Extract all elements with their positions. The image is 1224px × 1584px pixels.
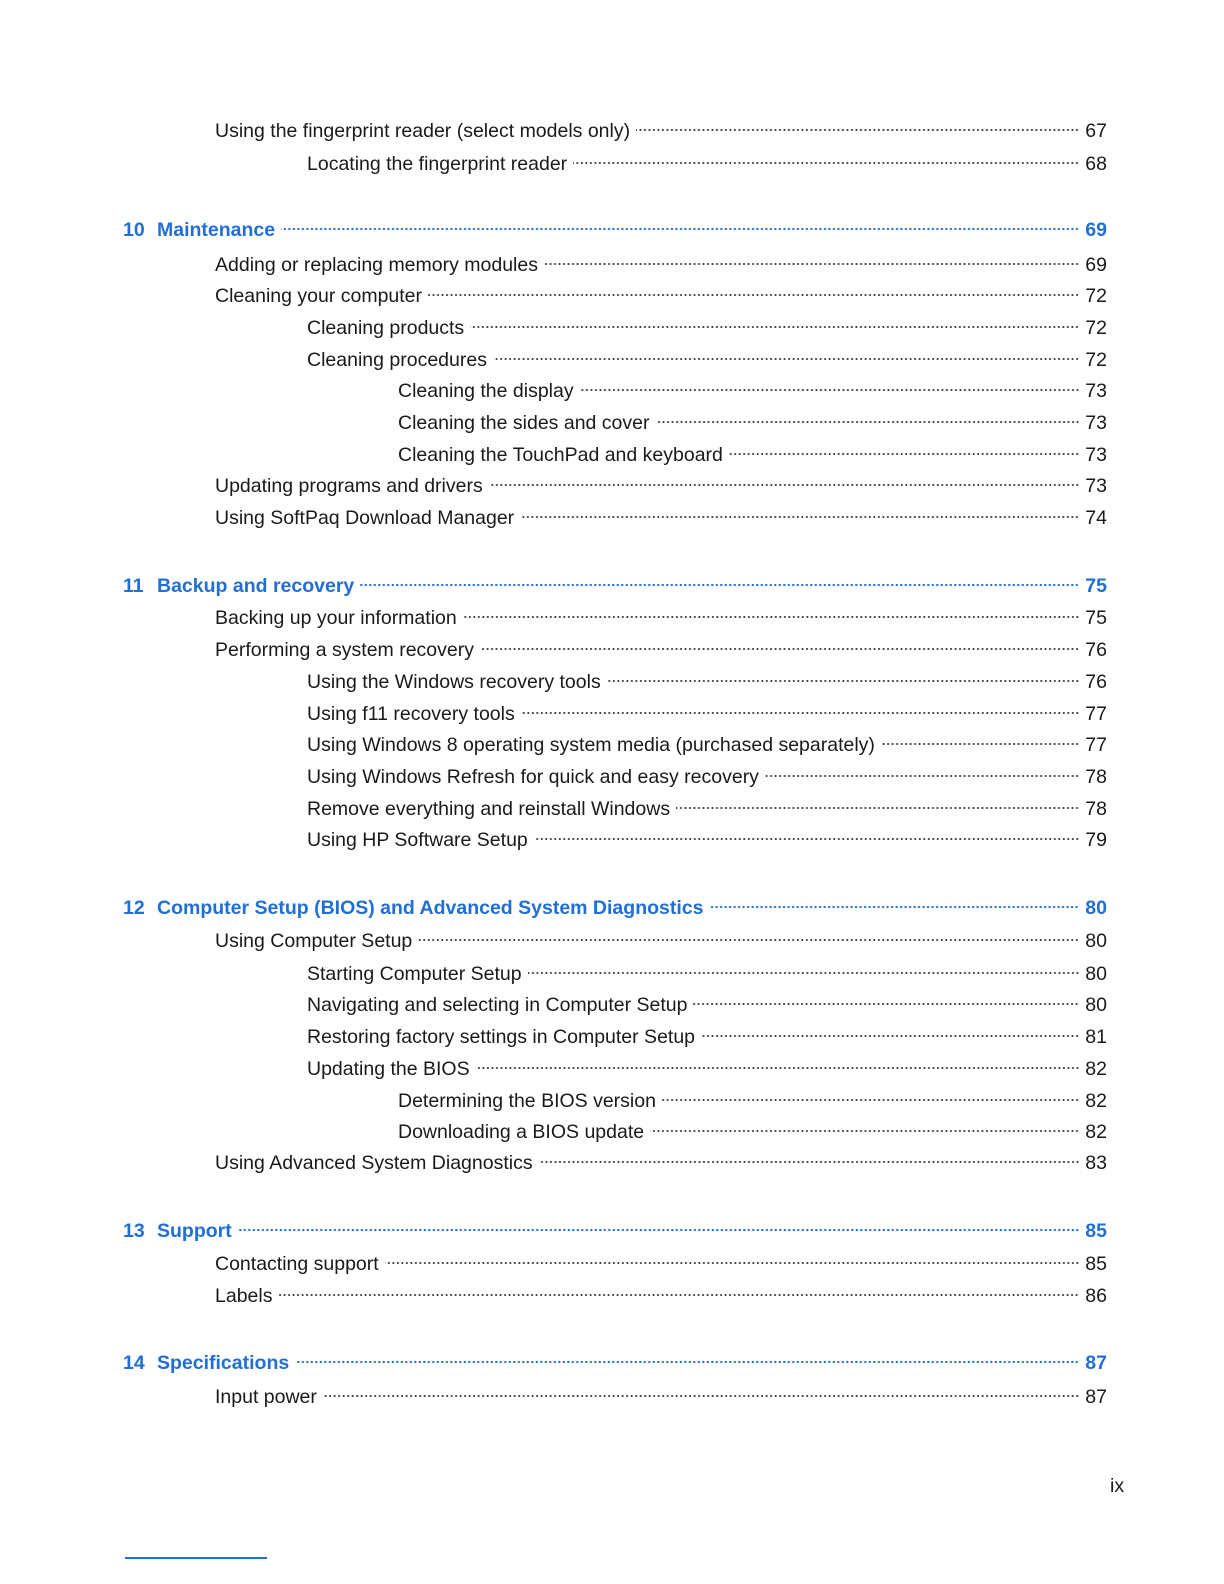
dot-leader	[729, 452, 1079, 456]
dot-leader	[693, 1002, 1079, 1006]
toc-entry[interactable]	[215, 927, 1107, 955]
dot-leader	[662, 1098, 1079, 1102]
toc-row	[0, 668, 1224, 696]
chapter-number: 10	[123, 219, 145, 241]
chapter-number: 11	[123, 575, 144, 597]
toc-row	[0, 251, 1224, 279]
toc-entry-title: Locating the fingerprint reader	[307, 153, 568, 175]
toc-entry-page: 79	[1085, 829, 1107, 851]
toc-entry-title: Determining the BIOS version	[398, 1090, 656, 1112]
toc-entry[interactable]	[307, 668, 1107, 696]
toc-entry[interactable]	[215, 1282, 1107, 1310]
toc-row	[0, 1023, 1224, 1051]
dot-leader	[428, 293, 1079, 297]
chapter-page: 75	[1085, 575, 1107, 597]
toc-entry[interactable]	[215, 117, 1107, 145]
toc-entry-page: 72	[1085, 349, 1107, 371]
toc-entry[interactable]	[398, 441, 1107, 469]
dot-leader	[323, 1394, 1079, 1398]
chapter-title: Specifications	[157, 1352, 290, 1374]
toc-entry-page: 72	[1085, 317, 1107, 339]
toc-entry[interactable]	[398, 1118, 1107, 1146]
toc-chapter-entry[interactable]	[123, 216, 1107, 244]
toc-row	[0, 826, 1224, 854]
toc-entry-page: 74	[1085, 507, 1107, 529]
dot-leader	[278, 1293, 1079, 1297]
toc-entry-title: Remove everything and reinstall Windows	[307, 798, 671, 820]
toc-entry-page: 73	[1085, 380, 1107, 402]
toc-entry-page: 82	[1085, 1090, 1107, 1112]
toc-entry-page: 85	[1085, 1253, 1107, 1275]
dot-leader	[539, 1160, 1080, 1164]
toc-entry-title: Using HP Software Setup	[307, 829, 528, 851]
toc-row	[0, 927, 1224, 955]
toc-entry-title: Backing up your information	[215, 607, 457, 629]
toc-row	[0, 1149, 1224, 1177]
toc-row	[0, 409, 1224, 437]
toc-chapter-row	[0, 894, 1224, 922]
toc-entry[interactable]	[307, 991, 1107, 1019]
toc-row	[0, 1383, 1224, 1411]
dot-leader	[765, 774, 1079, 778]
toc-entry[interactable]	[215, 1149, 1107, 1177]
toc-row	[0, 504, 1224, 532]
dot-leader	[709, 905, 1079, 909]
toc-row	[0, 636, 1224, 664]
toc-entry-page: 87	[1085, 1386, 1107, 1408]
page-folio: ix	[1110, 1475, 1125, 1497]
toc-entry[interactable]	[307, 1055, 1107, 1083]
toc-entry-page: 80	[1085, 963, 1107, 985]
toc-entry[interactable]	[215, 251, 1107, 279]
dot-leader	[470, 325, 1079, 329]
toc-entry-title: Contacting support	[215, 1253, 379, 1275]
dot-leader	[650, 1129, 1079, 1133]
dot-leader	[544, 262, 1079, 266]
toc-entry-page: 73	[1085, 444, 1107, 466]
toc-entry-page: 82	[1085, 1058, 1107, 1080]
toc-entry-page: 78	[1085, 766, 1107, 788]
toc-entry[interactable]	[215, 1250, 1107, 1278]
toc-entry-title: Using SoftPaq Download Manager	[215, 507, 515, 529]
toc-entry-title: Cleaning the TouchPad and keyboard	[398, 444, 723, 466]
toc-entry-page: 76	[1085, 639, 1107, 661]
dot-leader	[489, 483, 1080, 487]
toc-entry-title: Cleaning your computer	[215, 285, 423, 307]
toc-row	[0, 700, 1224, 728]
toc-entry-title: Downloading a BIOS update	[398, 1121, 645, 1143]
toc-row	[0, 441, 1224, 469]
dot-leader	[636, 128, 1079, 132]
chapter-number: 12	[123, 897, 145, 919]
chapter-page: 80	[1085, 897, 1107, 919]
toc-chapter-row	[0, 216, 1224, 244]
toc-row	[0, 1087, 1224, 1115]
dot-leader	[476, 1066, 1080, 1070]
dot-leader	[528, 971, 1080, 975]
toc-entry-title: Starting Computer Setup	[307, 963, 522, 985]
footer-rule	[125, 1557, 267, 1559]
chapter-number: 14	[123, 1352, 145, 1374]
chapter-page: 85	[1085, 1220, 1107, 1242]
toc-entry[interactable]	[307, 314, 1107, 342]
toc-entry-title: Cleaning the display	[398, 380, 574, 402]
toc-entry[interactable]	[398, 377, 1107, 405]
chapter-title: Maintenance	[157, 219, 276, 241]
toc-entry-page: 68	[1085, 153, 1107, 175]
toc-row	[0, 150, 1224, 178]
toc-entry-page: 80	[1085, 930, 1107, 952]
toc-entry-title: Labels	[215, 1285, 273, 1307]
toc-chapter-entry[interactable]	[123, 1217, 1107, 1245]
toc-row	[0, 314, 1224, 342]
chapter-number: 13	[123, 1220, 145, 1242]
toc-row	[0, 960, 1224, 988]
toc-entry-title: Using the fingerprint reader (select models only)	[215, 120, 631, 142]
toc-entry-page: 86	[1085, 1285, 1107, 1307]
dot-leader	[295, 1360, 1079, 1364]
toc-entry[interactable]	[215, 1383, 1107, 1411]
toc-row	[0, 346, 1224, 374]
toc-entry[interactable]	[215, 472, 1107, 500]
toc-entry[interactable]	[307, 763, 1107, 791]
toc-row	[0, 991, 1224, 1019]
toc-row	[0, 377, 1224, 405]
toc-row	[0, 472, 1224, 500]
toc-row	[0, 731, 1224, 759]
toc-chapter-row	[0, 1217, 1224, 1245]
toc-chapter-entry[interactable]	[123, 894, 1107, 922]
toc-entry-title: Using Windows Refresh for quick and easy recovery	[307, 766, 759, 788]
dot-leader	[418, 938, 1079, 942]
dot-leader	[281, 227, 1079, 231]
toc-entry-page: 77	[1085, 703, 1107, 725]
toc-chapter-entry[interactable]	[123, 1349, 1107, 1377]
toc-entry-title: Using the Windows recovery tools	[307, 671, 601, 693]
chapter-title: Computer Setup (BIOS) and Advanced System Diagnostics	[157, 897, 704, 919]
toc-row	[0, 1055, 1224, 1083]
toc-entry-title: Updating programs and drivers	[215, 475, 483, 497]
dot-leader	[676, 806, 1079, 810]
toc-entry-page: 72	[1085, 285, 1107, 307]
dot-leader	[701, 1034, 1079, 1038]
toc-entry[interactable]	[307, 731, 1107, 759]
toc-entry-title: Input power	[215, 1386, 317, 1408]
dot-leader	[521, 711, 1080, 715]
toc-entry-page: 67	[1085, 120, 1107, 142]
toc-entry-page: 83	[1085, 1152, 1107, 1174]
dot-leader	[480, 647, 1079, 651]
toc-entry-page: 82	[1085, 1121, 1107, 1143]
chapter-page: 87	[1085, 1352, 1107, 1374]
dot-leader	[573, 161, 1079, 165]
toc-entry-title: Restoring factory settings in Computer Setup	[307, 1026, 696, 1048]
toc-row	[0, 1118, 1224, 1146]
toc-entry-page: 78	[1085, 798, 1107, 820]
toc-entry[interactable]	[398, 409, 1107, 437]
toc-entry[interactable]	[215, 504, 1107, 532]
toc-row	[0, 1282, 1224, 1310]
toc-entry-title: Using Advanced System Diagnostics	[215, 1152, 533, 1174]
dot-leader	[534, 837, 1080, 841]
toc-chapter-row	[0, 1349, 1224, 1377]
toc-entry[interactable]	[307, 960, 1107, 988]
toc-row	[0, 1250, 1224, 1278]
toc-entry-title: Updating the BIOS	[307, 1058, 470, 1080]
toc-entry-page: 75	[1085, 607, 1107, 629]
chapter-page: 69	[1085, 219, 1107, 241]
toc-entry-title: Using Windows 8 operating system media (purchased separately)	[307, 734, 875, 756]
toc-row	[0, 604, 1224, 632]
toc-row	[0, 117, 1224, 145]
toc-entry-title: Cleaning the sides and cover	[398, 412, 650, 434]
toc-entry-page: 76	[1085, 671, 1107, 693]
dot-leader	[656, 420, 1080, 424]
toc-entry[interactable]	[307, 826, 1107, 854]
chapter-title: Support	[157, 1220, 232, 1242]
toc-entry-title: Using f11 recovery tools	[307, 703, 515, 725]
dot-leader	[881, 742, 1079, 746]
toc-entry-page: 73	[1085, 412, 1107, 434]
toc-entry-page: 80	[1085, 994, 1107, 1016]
dot-leader	[580, 388, 1080, 392]
dot-leader	[607, 679, 1080, 683]
dot-leader	[463, 615, 1080, 619]
toc-entry[interactable]	[307, 346, 1107, 374]
toc-entry-page: 69	[1085, 254, 1107, 276]
toc-entry[interactable]	[307, 700, 1107, 728]
toc-entry-title: Navigating and selecting in Computer Setup	[307, 994, 688, 1016]
toc-row	[0, 763, 1224, 791]
toc-entry-title: Performing a system recovery	[215, 639, 474, 661]
dot-leader	[493, 357, 1079, 361]
toc-entry[interactable]	[215, 604, 1107, 632]
toc-entry[interactable]	[215, 636, 1107, 664]
toc-entry[interactable]	[307, 1023, 1107, 1051]
chapter-title: Backup and recovery	[157, 575, 355, 597]
dot-leader	[385, 1261, 1080, 1265]
toc-entry[interactable]	[307, 150, 1107, 178]
toc-entry[interactable]	[307, 795, 1107, 823]
toc-entry-title: Using Computer Setup	[215, 930, 413, 952]
toc-entry[interactable]	[398, 1087, 1107, 1115]
toc-entry-title: Cleaning products	[307, 317, 465, 339]
toc-entry-title: Cleaning procedures	[307, 349, 487, 371]
toc-entry-page: 81	[1085, 1026, 1107, 1048]
dot-leader	[238, 1228, 1080, 1232]
toc-entry-title: Adding or replacing memory modules	[215, 254, 538, 276]
toc-entry-page: 73	[1085, 475, 1107, 497]
toc-entry[interactable]	[215, 282, 1107, 310]
dot-leader	[360, 583, 1079, 587]
toc-chapter-entry[interactable]	[123, 572, 1107, 600]
toc-row	[0, 795, 1224, 823]
toc-chapter-row	[0, 572, 1224, 600]
toc-entry-page: 77	[1085, 734, 1107, 756]
dot-leader	[520, 515, 1079, 519]
toc-row	[0, 282, 1224, 310]
